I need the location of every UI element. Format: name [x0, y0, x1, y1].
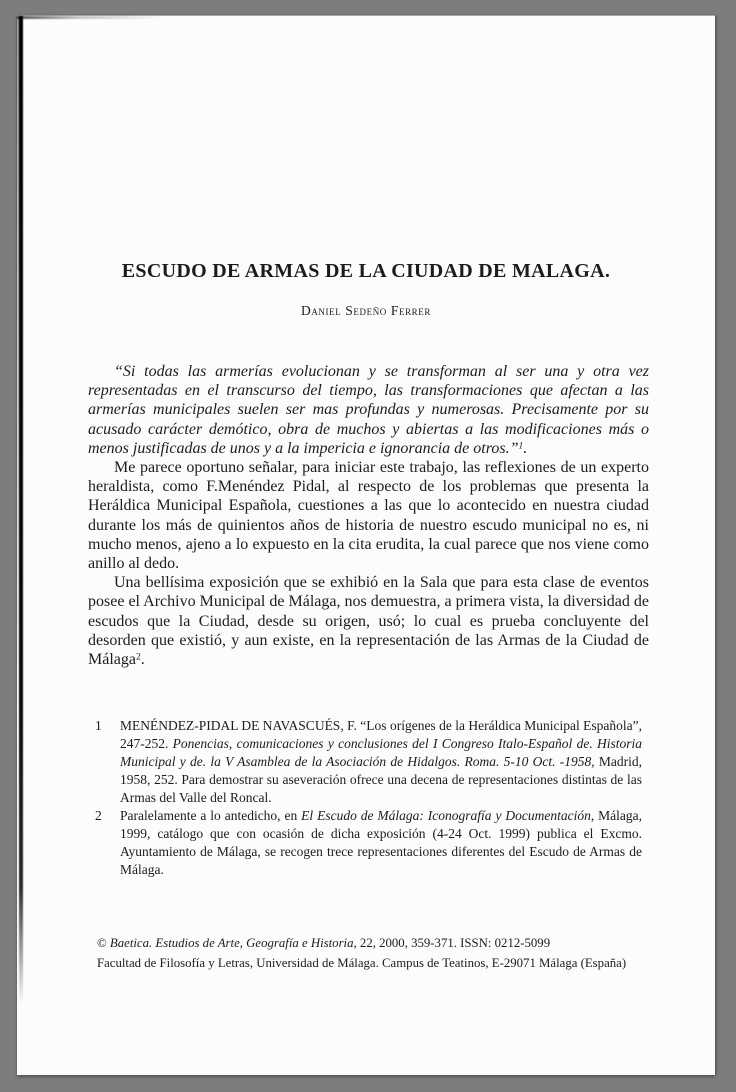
footnote-number: 2 — [95, 808, 102, 823]
footnote-text: Paralelamente a lo antedicho, en El Escudo de Málaga: Iconografía y Documentación, Málaga, 1999, catálogo que con ocasión de dicha exposición (4-24 Oct. 1999) publica el Excmo. Ayuntamiento de Málaga, se recogen trece representaciones diferentes del Escudo de Armas de Málaga. — [120, 808, 643, 877]
article-title: ESCUDO DE ARMAS DE LA CIUDAD DE MALAGA. — [121, 260, 611, 282]
footnote-1 — [95, 717, 642, 807]
scan-top-edge-artifact — [17, 16, 167, 19]
opening-quote-paragraph: “Si todas las armerías evolucionan y se transforman al ser una y otra vez representadas en el transcurso del tiempo, las transformaciones que afectan a las armerías municipales suelen ser mas profundas y numerosas. Precisamente por su acusado carácter demótico, obra de muchos y abiertas a las modificaciones más o menos justificadas de unos y a la impericia e ignorancia de otros.”$^1$. — [88, 363, 649, 457]
body-paragraph-1: Me parece oportuno señalar, para iniciar este trabajo, las reflexiones de un experto heraldista, como F.Menéndez Pidal, al respecto de los problemas que presenta la Heráldica Municipal Española, cuestiones a las que lo acontecido en nuestra ciudad durante los más de quinientos años de historia de nuestro escudo municipal no es, ni mucho menos, ajeno a lo expuesto en la cita erudita, la cual parece que nos viene como anillo al dedo. — [88, 459, 649, 573]
body-paragraph-2: Una bellísima exposición que se exhibió en la Sala que para esta clase de eventos posee el Archivo Municipal de Málaga, nos demuestra, a primera vista, la diversidad de escudos que la Ciudad, desde su origen, usó; lo cual es prueba concluyente del desorden que existió, y aun existe, en la representación de las Armas de la Ciudad de Málaga$^2$. — [88, 574, 649, 669]
footnotes-section — [95, 717, 642, 879]
article-body — [88, 362, 649, 669]
footnote-text: MENÉNDEZ-PIDAL DE NAVASCUÉS, F. “Los orígenes de la Heráldica Municipal Española”, 247-252. Ponencias, comunicaciones y conclusiones del I Congreso Italo-Español de. Historia Municipal y de. la V Asamblea de la Asociación de Hidalgos. Roma. 5-10 Oct. -1958, Madrid, 1958, 252. Para demostrar su aseveración ofrece una decena de representaciones distintas de las Armas del Valle del Roncal. — [120, 718, 642, 805]
scan-gutter-edge-artifact — [19, 16, 23, 1004]
journal-imprint — [97, 933, 657, 973]
footnote-number: 1 — [95, 718, 102, 733]
document-page — [17, 15, 715, 1075]
footnote-2 — [95, 807, 642, 879]
author-name: Daniel Sedeño Ferrer — [300, 303, 431, 318]
affiliation-line: Facultad de Filosofía y Letras, Universidad de Málaga. Campus de Teatinos, E-29071 Málaga (España) — [97, 956, 627, 970]
journal-credit-line: © Baetica. Estudios de Arte, Geografía e Historia, 22, 2000, 359-371. ISSN: 0212-5099 — [97, 936, 551, 950]
